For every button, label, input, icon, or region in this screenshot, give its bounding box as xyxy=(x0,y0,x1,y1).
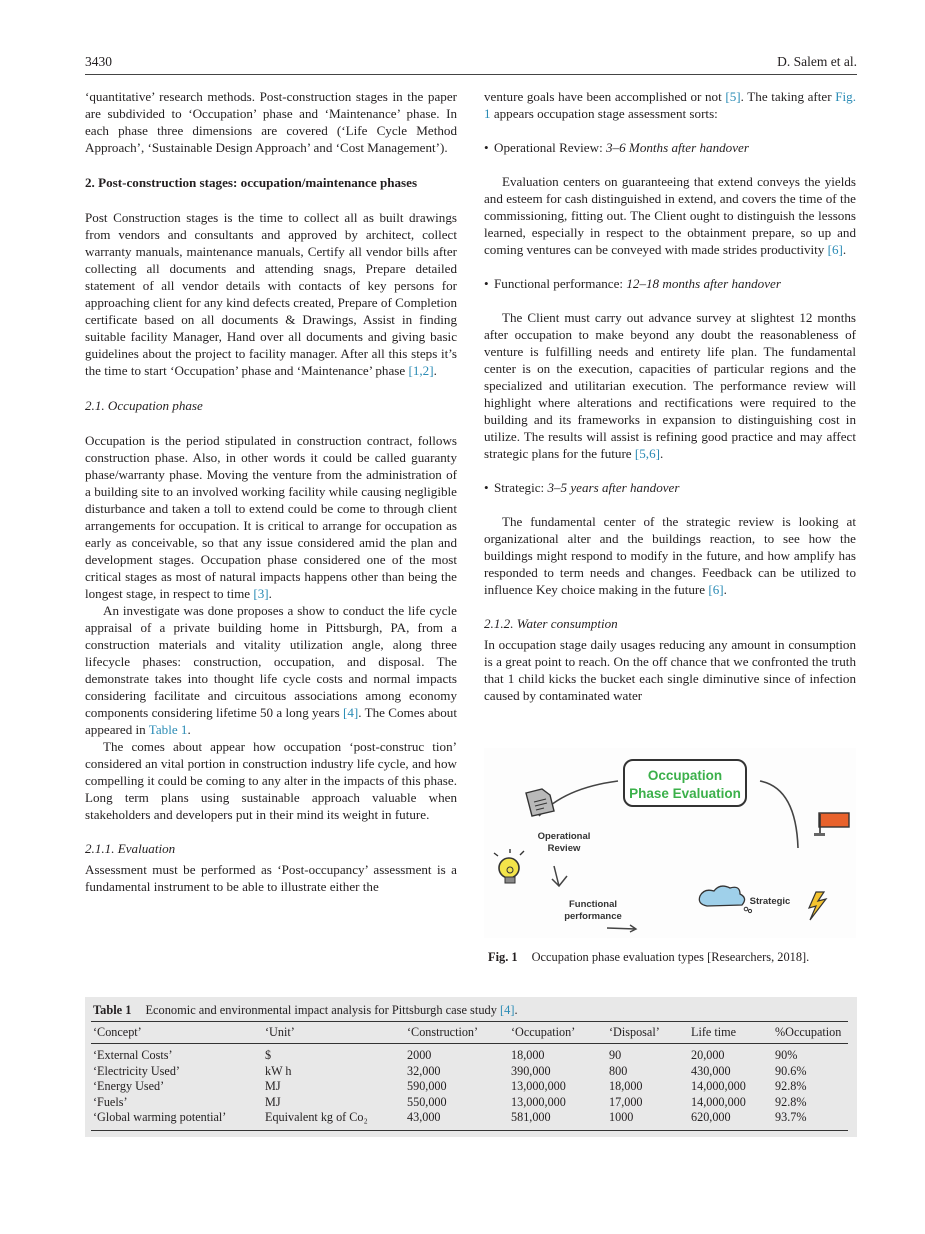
table-caption-label: Table 1 xyxy=(93,1003,132,1017)
table-row xyxy=(91,1079,848,1095)
table-cell: 92.8% xyxy=(775,1094,807,1109)
figure-title-line-1: Occupation xyxy=(647,768,723,783)
table-1 xyxy=(85,997,857,1137)
section-2-1-1-heading: 2.1.1. Evaluation xyxy=(85,841,176,856)
table-cell: 18,000 xyxy=(511,1048,545,1062)
paragraph-text: The Client must carry out advance survey at slightest 12 months after occupation to make beyond any doubt the reasonableness of venture is fulfilling needs and entirety life plan. The fundamental center is on the execution, capacities of particular regions and the specialized and utilitarian execution. The performance review will highlight where alterations and rectifications were required to the building and its frameworks in expansion to distinguishing cost in utilize. The results will assist is refining good practice and may affect strategic plans for the future xyxy=(484,310,856,461)
impact-table xyxy=(91,1021,848,1131)
figure-caption xyxy=(488,950,809,965)
citation-link[interactable]: [5] xyxy=(725,89,741,104)
table-cell: ‘Global warming potential’ xyxy=(93,1110,227,1124)
table-cell: 390,000 xyxy=(511,1063,551,1078)
citation-link[interactable]: [1,2] xyxy=(408,363,434,378)
running-head xyxy=(85,50,857,75)
section-2-1-paragraph-1: Occupation is the period stipulated in construction contract, follows construction phase. Also, in other words it could be called guaranty phase/warranty phase. Moving the venture from the administration of a building site to an involved working facility while causing negligible disturbance and taken a toll to extend could be come to through client arrangements for occupation. It is critical to arrange for occupation as early as conceivable, so that any issue considered amid the plan and development stages. Occupation phase considered one of the most critical stages as most of natural impacts happens other than being the longest stage, in respect to time [3]. xyxy=(85,433,457,601)
figure-caption-text: Occupation phase evaluation types [Researchers, 2018]. xyxy=(531,950,810,964)
section-2-1-1-paragraph: Assessment must be performed as ‘Post-occupancy’ assessment is a fundamental instrument to be able to illustrate either the xyxy=(85,862,457,894)
citation-link[interactable]: [3] xyxy=(253,586,269,601)
table-cell: 90.6% xyxy=(775,1063,807,1078)
table-cell: 93.7% xyxy=(775,1110,807,1124)
label-functional-1: Functional xyxy=(568,899,618,910)
intro-paragraph: ‘quantitative’ research methods. Post-construction stages in the paper are subdivided to ‘Occupation’ phase and ‘Maintenance’ phase. In each phase three dimensions are covered (‘Life Cycle Method Approach’, ‘Sustainable Design Approach’ and ‘Cost Management’). xyxy=(85,89,457,155)
page-number: 3430 xyxy=(85,54,112,69)
paragraph-text: The fundamental center of the strategic review is looking at organizational alter and the buildings reaction, to see how the buildings might respond to modify in the future, and how amplify has responded to term needs and changes. Feedback can be utilized to influence Key choice making in the future xyxy=(484,514,856,597)
functional-performance-paragraph: The Client must carry out advance survey at slightest 12 months after occupation to make beyond any doubt the reasonableness of venture is fulfilling needs and entirety life plan. The fundamental center is on the execution, capacities of particular regions and the specialized and utilitarian execution. The performance review will highlight where alterations and rectifications were required to the building and its frameworks in expansion to distinguishing cost in utilize. The results will assist is refining good practice and may affect strategic plans for the future [5,6]. xyxy=(484,310,856,461)
citation-link[interactable]: [6] xyxy=(827,242,843,257)
bullet-operational-review xyxy=(484,139,856,156)
bullet-timing: 3–5 years after handover xyxy=(547,480,680,495)
figure-diagram xyxy=(484,748,856,938)
paragraph-text: Evaluation centers on guaranteeing that extend conveys the yields and esteem for cash distinguished in extend, and covers the time of the commissioning, fitting out. The Client ought to distinguish the lessons learned, especially in respect to the obtainment prepare, so up and coming ventures can be conveyed with made strides productivity xyxy=(484,174,856,257)
left-column xyxy=(85,88,457,895)
cloud-icon xyxy=(699,886,751,913)
label-functional-2: performance xyxy=(564,911,622,922)
bullet-timing: 3–6 Months after handover xyxy=(606,140,749,155)
section-2-1-paragraph-3: The comes about appear how occupation ‘post-construc tion’ considered an vital portion in construction industry life cycle, and how compelling it could be coming to any alter in the impacts of this phase. Long term plans using sustainable approach valuable when stakeholders and developers put in their mind its weight in future. xyxy=(85,739,457,822)
paragraph-text: Post Construction stages is the time to collect all as built drawings from vendors and consultants and approved by architect, collect warranty manuals, maintenance manuals, Certify all vendor bills after collecting all documents and attending snags, Prepare detailed statement of all vendor details with contacts of key persons for approaching client for any kind defects created, Prepare of Completion certificate based on all documents & Drawings, Assist in finding suitable facility Manager, Hand over all documents and giving basic guidelines about the project to facility manager. After all this steps it’s the time to start ‘Occupation’ phase and ‘Maintenance’ phase xyxy=(85,210,457,378)
table-row xyxy=(91,1044,848,1064)
label-operational-1: Operational xyxy=(537,831,591,842)
table-cell: 43,000 xyxy=(407,1110,441,1124)
operational-review-paragraph: Evaluation centers on guaranteeing that extend conveys the yields and esteem for cash distinguished in extend, and covers the time of the commissioning, fitting out. The Client ought to distinguish the lessons learned, especially in respect to the obtainment prepare, so up and coming ventures can be conveyed with made strides productivity [6]. xyxy=(484,174,856,257)
document-icon xyxy=(526,789,554,816)
connector-right-curve xyxy=(760,781,798,848)
table-cell: 590,000 xyxy=(407,1079,447,1093)
column-header: ‘Construction’ xyxy=(407,1025,479,1039)
table-row xyxy=(91,1064,848,1080)
table-row xyxy=(91,1095,848,1111)
column-header: ‘Disposal’ xyxy=(609,1025,660,1039)
table-cell: 430,000 xyxy=(691,1063,731,1078)
bullet-timing: 12–18 months after handover xyxy=(626,276,781,291)
table-cell: ‘Energy Used’ xyxy=(93,1079,165,1093)
table-cell: kW h xyxy=(265,1063,292,1078)
caption-end: . xyxy=(514,1003,518,1017)
down-arrow-icon xyxy=(552,866,567,886)
table-cell: 581,000 xyxy=(511,1110,551,1124)
column-header: ‘Concept’ xyxy=(93,1025,142,1039)
section-2-heading: 2. Post-construction stages: occupation/maintenance phases xyxy=(85,175,418,190)
table-cell: 14,000,000 xyxy=(691,1094,746,1109)
running-authors: D. Salem et al. xyxy=(777,54,857,69)
table-header-row xyxy=(91,1022,848,1044)
table-cell: $ xyxy=(265,1048,272,1062)
citation-link[interactable]: [6] xyxy=(708,582,724,597)
table-cell: ‘Electricity Used’ xyxy=(93,1063,180,1078)
bullet-strategic xyxy=(484,479,856,496)
table-row xyxy=(91,1110,848,1130)
section-2-1-heading: 2.1. Occupation phase xyxy=(85,398,203,413)
section-2-paragraph: Post Construction stages is the time to collect all as built drawings from vendors and consultants and approved by architect, collect warranty manuals, maintenance manuals, Certify all vendor bills after collecting all documents and attending snags, Prepare detailed statement of all vendor details with contacts of key persons for approaching client for any kind defects created, Prepare of Completion certificate based on all documents & Drawings, Assist in finding suitable facility Manager, Hand over all documents and giving basic guidelines about the project to facility manager. After all this steps it’s the time to start ‘Occupation’ phase and ‘Maintenance’ phase [1,2]. xyxy=(85,210,457,378)
right-column xyxy=(484,88,856,704)
table-cell: MJ xyxy=(265,1094,281,1109)
table-caption xyxy=(93,1003,518,1018)
table-cell: 14,000,000 xyxy=(691,1079,746,1093)
right-arrow-icon xyxy=(607,925,636,932)
table-cell: 18,000 xyxy=(609,1079,643,1093)
table-cell: 13,000,000 xyxy=(511,1079,566,1093)
table-cell: 800 xyxy=(609,1063,628,1078)
figure-title-line-2: Phase Evaluation xyxy=(629,786,741,801)
flag-icon xyxy=(814,813,849,836)
paragraph-text: . The taking after xyxy=(740,89,836,104)
paragraph-text: An investigate was done proposes a show to conduct the life cycle appraisal of a private building home in Pittsburgh, PA, from a construction materials and vitality utilization angle, along three lifecycle phases: construction, occupation, and disposal. The demonstrate takes into thought life cycle costs and normal impacts considering facilitate and circuitous associations among economy components considering lifetime 50 a long years xyxy=(85,603,457,720)
table-cell: 92.8% xyxy=(775,1079,807,1093)
bullet-label: Strategic: xyxy=(494,480,548,495)
table-cell: ‘Fuels’ xyxy=(93,1094,128,1109)
table-cell: 2000 xyxy=(407,1048,432,1062)
bullet-icon: • xyxy=(484,480,489,495)
figure-1 xyxy=(484,748,856,938)
citation-link[interactable]: [4] xyxy=(342,705,359,720)
table-cell: 32,000 xyxy=(407,1063,441,1078)
paragraph-text: appears occupation stage assessment sorts: xyxy=(490,106,718,121)
table-caption-text: Economic and environmental impact analysis for Pittsburgh case study xyxy=(145,1003,501,1017)
table-cell: 550,000 xyxy=(407,1094,447,1109)
table-cell: 620,000 xyxy=(691,1110,731,1124)
bullet-label: Operational Review: xyxy=(494,140,606,155)
continuation-paragraph xyxy=(484,88,856,122)
section-2-1-2-paragraph: In occupation stage daily usages reducing any amount in consumption is a great point to reach. On the off chance that we confronted the truth that 1 child kicks the bucket each single diminutive since of infection caused by contaminated water xyxy=(484,637,856,703)
citation-link[interactable]: [5,6] xyxy=(634,446,660,461)
column-header: ‘Unit’ xyxy=(265,1025,295,1039)
paragraph-text: venture goals have been accomplished or not xyxy=(484,89,726,104)
table-cell: 13,000,000 xyxy=(511,1094,566,1109)
bullet-icon: • xyxy=(484,276,489,291)
strategic-paragraph: The fundamental center of the strategic review is looking at organizational alter and the buildings reaction, to see how the buildings might respond to modify in the future, and how amplify has responded to term needs and changes. Feedback can be utilized to influence Key choice making in the future [6]. xyxy=(484,514,856,597)
label-strategic: Strategic xyxy=(749,896,791,907)
paragraph-text: . The Comes about appeared in xyxy=(85,705,457,737)
table-cell: 17,000 xyxy=(609,1094,643,1109)
column-header: ‘Occupation’ xyxy=(511,1025,576,1039)
figure-reference-link[interactable]: Fig. 1 xyxy=(484,89,856,121)
section-2-1-2-heading: 2.1.2. Water consumption xyxy=(484,616,618,631)
table-cell: 90% xyxy=(775,1048,798,1062)
column-header: %Occupation xyxy=(775,1025,842,1039)
table-cell: Equivalent kg of Co₂ xyxy=(265,1110,368,1124)
section-2-1-paragraph-2: An investigate was done proposes a show to conduct the life cycle appraisal of a private building home in Pittsburgh, PA, from a construction materials and vitality utilization angle, along three lifecycle phases: construction, occupation, and disposal. The demonstrate takes into thought life cycle costs and normal impacts considering facilitate and circuitous associations among economy components considering lifetime 50 a long years [4]. The Comes about appeared in Table 1. xyxy=(85,603,457,737)
label-operational-2: Review xyxy=(547,843,581,854)
table-cell: 20,000 xyxy=(691,1048,725,1062)
table-cell: MJ xyxy=(265,1079,281,1093)
bullet-functional-performance xyxy=(484,275,856,292)
bullet-icon: • xyxy=(484,140,489,155)
paragraph-text: Occupation is the period stipulated in construction contract, follows construction phase. Also, in other words it could be called guaranty phase/warranty phase. Moving the venture from the administration of a building site to an involved working facility while causing negligible disturbance and taken a toll to extend could be come to through client arrangements for occupation. It is critical to arrange for occupation as early as conceivable, so that any issue considered amid the plan and development stages. Occupation phase considered one of the most critical stages as most of natural impacts happens other than being the longest stage, in respect to time xyxy=(85,433,457,601)
lightning-icon xyxy=(809,892,826,920)
table-reference-link[interactable]: Table 1 xyxy=(148,722,188,737)
table-cell: 90 xyxy=(609,1048,622,1062)
figure-caption-label: Fig. 1 xyxy=(488,950,518,964)
bullet-label: Functional performance: xyxy=(494,276,627,291)
column-header: Life time xyxy=(691,1025,737,1039)
citation-link[interactable]: [4] xyxy=(500,1003,515,1017)
table-cell: 1000 xyxy=(609,1110,634,1124)
lightbulb-icon xyxy=(494,849,524,883)
table-cell: ‘External Costs’ xyxy=(93,1048,173,1062)
